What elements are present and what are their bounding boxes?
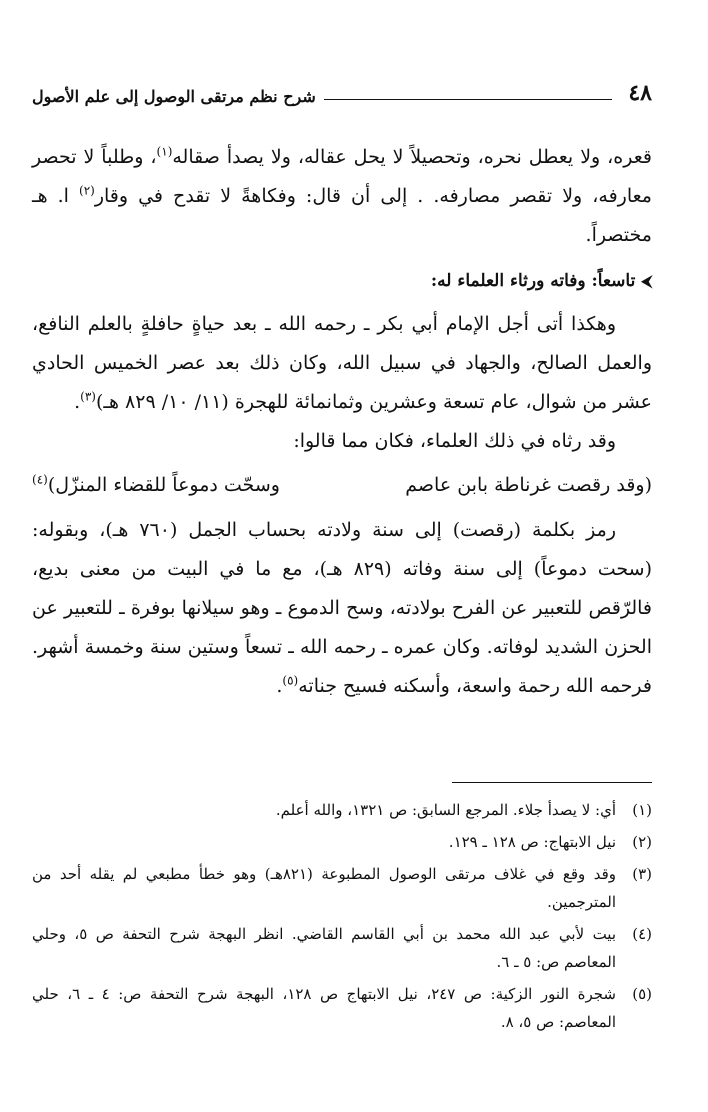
paragraph-4-part-2: . <box>276 675 283 697</box>
footnote-ref-3: (٣) <box>80 389 96 404</box>
footnote <box>32 980 652 1036</box>
footnote-number: (١) <box>632 801 652 819</box>
footnotes <box>32 796 652 1040</box>
body-text <box>32 138 652 706</box>
paragraph-4 <box>32 511 652 706</box>
footnote-ref-5: (٥) <box>282 673 299 688</box>
paragraph-1 <box>32 138 652 255</box>
footnote <box>32 860 652 916</box>
footnote-number: (٢) <box>632 833 652 851</box>
footnote-number: (٣) <box>632 865 652 883</box>
footnote-text: نيل الابتهاج: ص ١٢٨ ـ ١٢٩. <box>448 833 616 851</box>
footnote-number: (٤) <box>632 925 652 943</box>
footnote <box>32 828 652 856</box>
footnote-number: (٥) <box>632 985 652 1003</box>
paragraph-4-part-1: رمز بكلمة (رقصت) إلى سنة ولادته بحساب الجمل (٧٦٠ هـ)، وبقوله: (سحت دموعاً) إلى سنة وفاته (٨٢٩ هـ)، مع ما في البيت من معنى بديع، فالرّقص للتعبير عن الفرح بولادته، وسح الدموع ـ وهو سيلانها بوفرة ـ للتعبير عن الحزن الشديد لوفاته. وكان عمره ـ رحمه الله ـ تسعاً وستين سنة وخمسة أشهر. فرحمه الله رحمة واسعة، وأسكنه فسيح جناته <box>32 519 653 697</box>
book-page <box>32 70 652 1090</box>
section-heading <box>32 265 652 297</box>
paragraph-2-part-2: . <box>74 391 81 413</box>
verse-second-hemistich-text: وسحّت دموعاً للقضاء المنزّل) <box>47 474 280 496</box>
page-number: ٤٨ <box>628 80 652 106</box>
footnote-ref-1: (١) <box>156 144 173 159</box>
footnote-text: شجرة النور الزكية: ص ٢٤٧، نيل الابتهاج ص ١٢٨، البهجة شرح التحفة ص: ٤ ـ ٦، حلي المعاصم: ص ٥، ٨. <box>32 985 616 1031</box>
paragraph-1-part-3: ا. هـ مختصراً. <box>32 185 652 246</box>
section-marker-icon: ⮜ <box>641 272 652 290</box>
footnote <box>32 920 652 976</box>
footnote <box>32 796 652 824</box>
running-title: شرح نظم مرتقى الوصول إلى علم الأصول <box>32 87 316 106</box>
verse-first-hemistich: (وقد رقصت غرناطة بابن عاصم <box>405 474 652 496</box>
paragraph-3: وقد رثاه في ذلك العلماء، فكان مما قالوا: <box>293 430 616 452</box>
paragraph-2 <box>32 305 652 422</box>
footnote-text: بيت لأبي عبد الله محمد بن أبي القاسم القاضي. انظر البهجة شرح التحفة ص ٥، وحلي المعاصم ص: ٥ ـ ٦. <box>32 925 616 971</box>
page-header <box>32 70 652 110</box>
footnote-ref-4: (٤) <box>32 472 48 487</box>
poetry-verse <box>32 465 652 505</box>
paragraph-2-part-1: وهكذا أتى أجل الإمام أبي بكر ـ رحمه الله ـ بعد حياةٍ حافلةٍ بالعلم النافع، والعمل الصالح، والجهاد في سبيل الله، وكان ذلك بعد عصر الخميس الحادي عشر من شوال، عام تسعة وعشرين وثمانمائة للهجرة (١١/ ١٠/ ٨٢٩ هـ) <box>32 313 652 413</box>
header-rule <box>324 99 613 100</box>
paragraph-1-part-1: قعره، ولا يعطل نحره، وتحصيلاً لا يحل عقاله، ولا يصدأ صقاله <box>172 146 652 168</box>
footnote-text: وقد وقع في غلاف مرتقى الوصول المطبوعة (٨٢١هـ) وهو خطأ مطبعي لم يقله أحد من المترجمين. <box>32 865 616 911</box>
footnote-text: أي: لا يصدأ جلاء. المرجع السابق: ص ١٣٢١، والله أعلم. <box>275 801 616 819</box>
footnote-separator <box>452 782 652 783</box>
paragraph-1-part-2: ، وطلباً لا تحصر معارفه، ولا تقصر مصارفه. . إلى أن قال: وفكاهةً لا تقدح في وقار <box>32 146 652 207</box>
verse-second-hemistich <box>32 465 280 505</box>
section-heading-text: تاسعاً: وفاته ورثاء العلماء له: <box>430 271 636 291</box>
footnote-ref-2: (٢) <box>79 183 95 198</box>
